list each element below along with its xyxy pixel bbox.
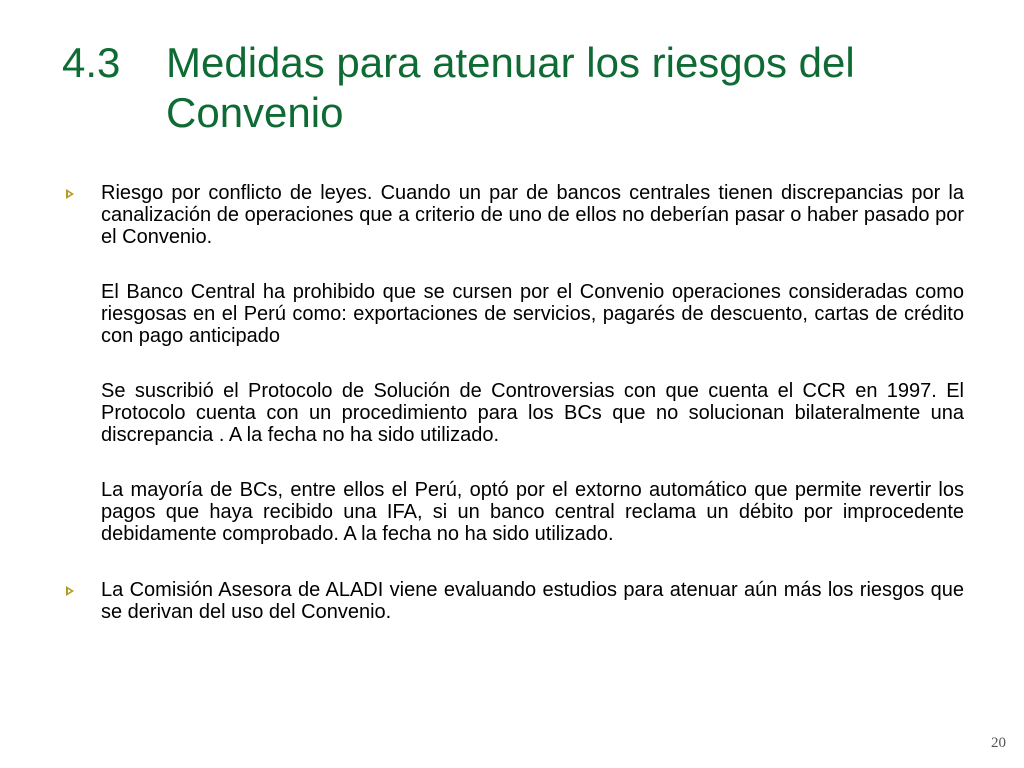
paragraph-comision: La Comisión Asesora de ALADI viene evaluando estudios para atenuar aún más los riesgos que se derivan del uso del Convenio.	[101, 579, 964, 623]
sub-paragraph-3	[66, 479, 964, 545]
sub-paragraph-2	[66, 380, 964, 446]
paragraph-risk-conflict: Riesgo por conflicto de leyes. Cuando un par de bancos centrales tienen discrepancias por la canalización de operaciones que a criterio de uno de ellos no deberían pasar o haber pasado por el Convenio.	[101, 182, 964, 248]
bullet-item-2	[66, 579, 964, 623]
page-number: 20	[991, 735, 1006, 751]
slide-title	[62, 38, 962, 138]
title-text: Medidas para atenuar los riesgos del Convenio	[166, 39, 855, 136]
paragraph-protocolo: Se suscribió el Protocolo de Solución de Controversias con que cuenta el CCR en 1997. El Protocolo cuenta con un procedimiento para los BCs que no solucionan bilateralmente una discrepancia . A la fecha no ha sido utilizado.	[101, 380, 964, 446]
chevron-bullet-icon	[66, 586, 74, 596]
paragraph-banco-central: El Banco Central ha prohibido que se cursen por el Convenio operaciones consideradas como riesgosas en el Perú como: exportaciones de servicios, pagarés de descuento, cartas de crédito con pago anticipado	[101, 281, 964, 347]
bullet-item-1	[66, 182, 964, 248]
title-number: 4.3	[62, 39, 121, 86]
sub-paragraph-1	[66, 281, 964, 347]
chevron-bullet-icon	[66, 189, 74, 199]
paragraph-mayoria: La mayoría de BCs, entre ellos el Perú, optó por el extorno automático que permite revertir los pagos que haya recibido una IFA, si un banco central reclama un débito por improcedente debidamente comprobado. A la fecha no ha sido utilizado.	[101, 479, 964, 545]
slide-content	[66, 182, 964, 623]
